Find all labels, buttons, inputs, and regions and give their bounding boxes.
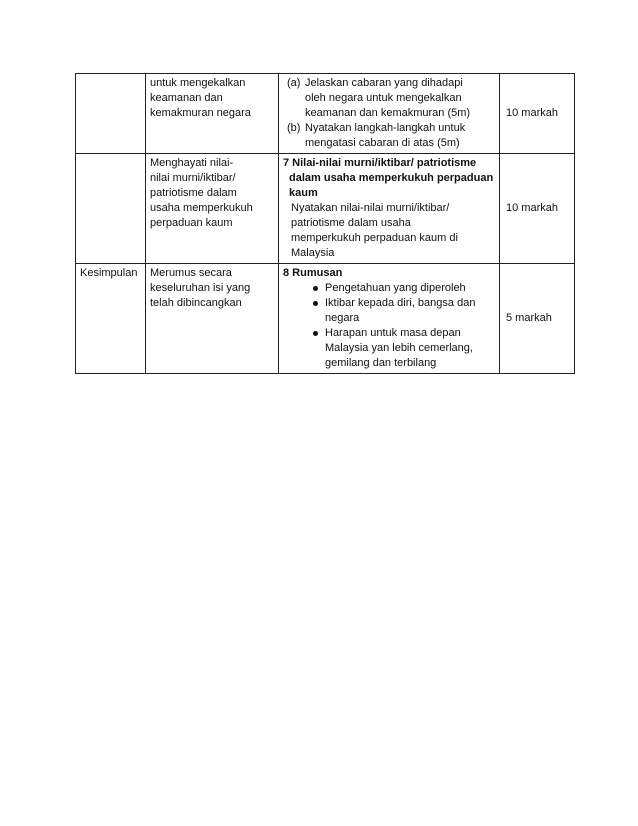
objective-cell (146, 264, 279, 374)
summary-bullet-list (283, 281, 496, 371)
objective-line: perpaduan kaum (150, 217, 233, 229)
section-cell (76, 154, 146, 264)
list-item (311, 296, 496, 326)
question-heading: 8 Rumusan (283, 267, 343, 279)
objective-line: keamanan dan (150, 92, 223, 104)
list-item (311, 326, 496, 371)
marks-cell: 5 markah (500, 264, 575, 374)
bullet-line: Malaysia yan lebih cemerlang, (325, 342, 473, 354)
question-cell (279, 74, 500, 154)
question-line: Malaysia (291, 247, 335, 259)
question-label: (a) (287, 77, 301, 89)
question-cell (279, 154, 500, 264)
question-item-b (287, 121, 496, 151)
marks-cell: 10 markah (500, 74, 575, 154)
table-row (76, 74, 575, 154)
objective-cell (146, 74, 279, 154)
question-line: oleh negara untuk mengekalkan (305, 92, 462, 104)
objective-line: telah dibincangkan (150, 297, 242, 309)
question-item-a (287, 76, 496, 121)
objective-line: nilai murni/iktibar/ (150, 172, 236, 184)
bullet-icon (311, 296, 325, 326)
marking-scheme-table (75, 73, 575, 374)
question-line: keamanan dan kemakmuran (5m) (305, 107, 471, 119)
bullet-line: Harapan untuk masa depan (325, 327, 461, 339)
section-cell (76, 74, 146, 154)
bullet-icon (311, 281, 325, 296)
objective-cell (146, 154, 279, 264)
objective-line: Merumus secara (150, 267, 232, 279)
question-line: patriotisme dalam usaha (291, 217, 411, 229)
question-line: memperkukuh perpaduan kaum di (291, 232, 458, 244)
marks-cell: 10 markah (500, 154, 575, 264)
question-line: Nyatakan langkah-langkah untuk (305, 122, 466, 134)
question-cell (279, 264, 500, 374)
table-row (76, 154, 575, 264)
question-line: Jelaskan cabaran yang dihadapi (305, 77, 463, 89)
question-heading: dalam usaha memperkukuh perpaduan (289, 172, 494, 184)
question-line: Nyatakan nilai-nilai murni/iktibar/ (291, 202, 450, 214)
question-heading: kaum (289, 187, 318, 199)
objective-line: keseluruhan isi yang (150, 282, 251, 294)
objective-line: patriotisme dalam (150, 187, 237, 199)
bullet-line: negara (325, 312, 360, 324)
objective-line: usaha memperkukuh (150, 202, 253, 214)
bullet-line: Iktibar kepada diri, bangsa dan (325, 297, 476, 309)
section-cell: Kesimpulan (76, 264, 146, 374)
question-label: (b) (287, 122, 301, 134)
question-heading: 7 Nilai-nilai murni/iktibar/ patriotisme (283, 157, 477, 169)
bullet-line: Pengetahuan yang diperoleh (325, 282, 466, 294)
table-row (76, 264, 575, 374)
bullet-icon (311, 326, 325, 371)
objective-line: untuk mengekalkan (150, 77, 246, 89)
bullet-line: gemilang dan terbilang (325, 357, 437, 369)
objective-line: kemakmuran negara (150, 107, 251, 119)
list-item (311, 281, 496, 296)
question-line: mengatasi cabaran di atas (5m) (305, 137, 460, 149)
objective-line: Menghayati nilai- (150, 157, 234, 169)
